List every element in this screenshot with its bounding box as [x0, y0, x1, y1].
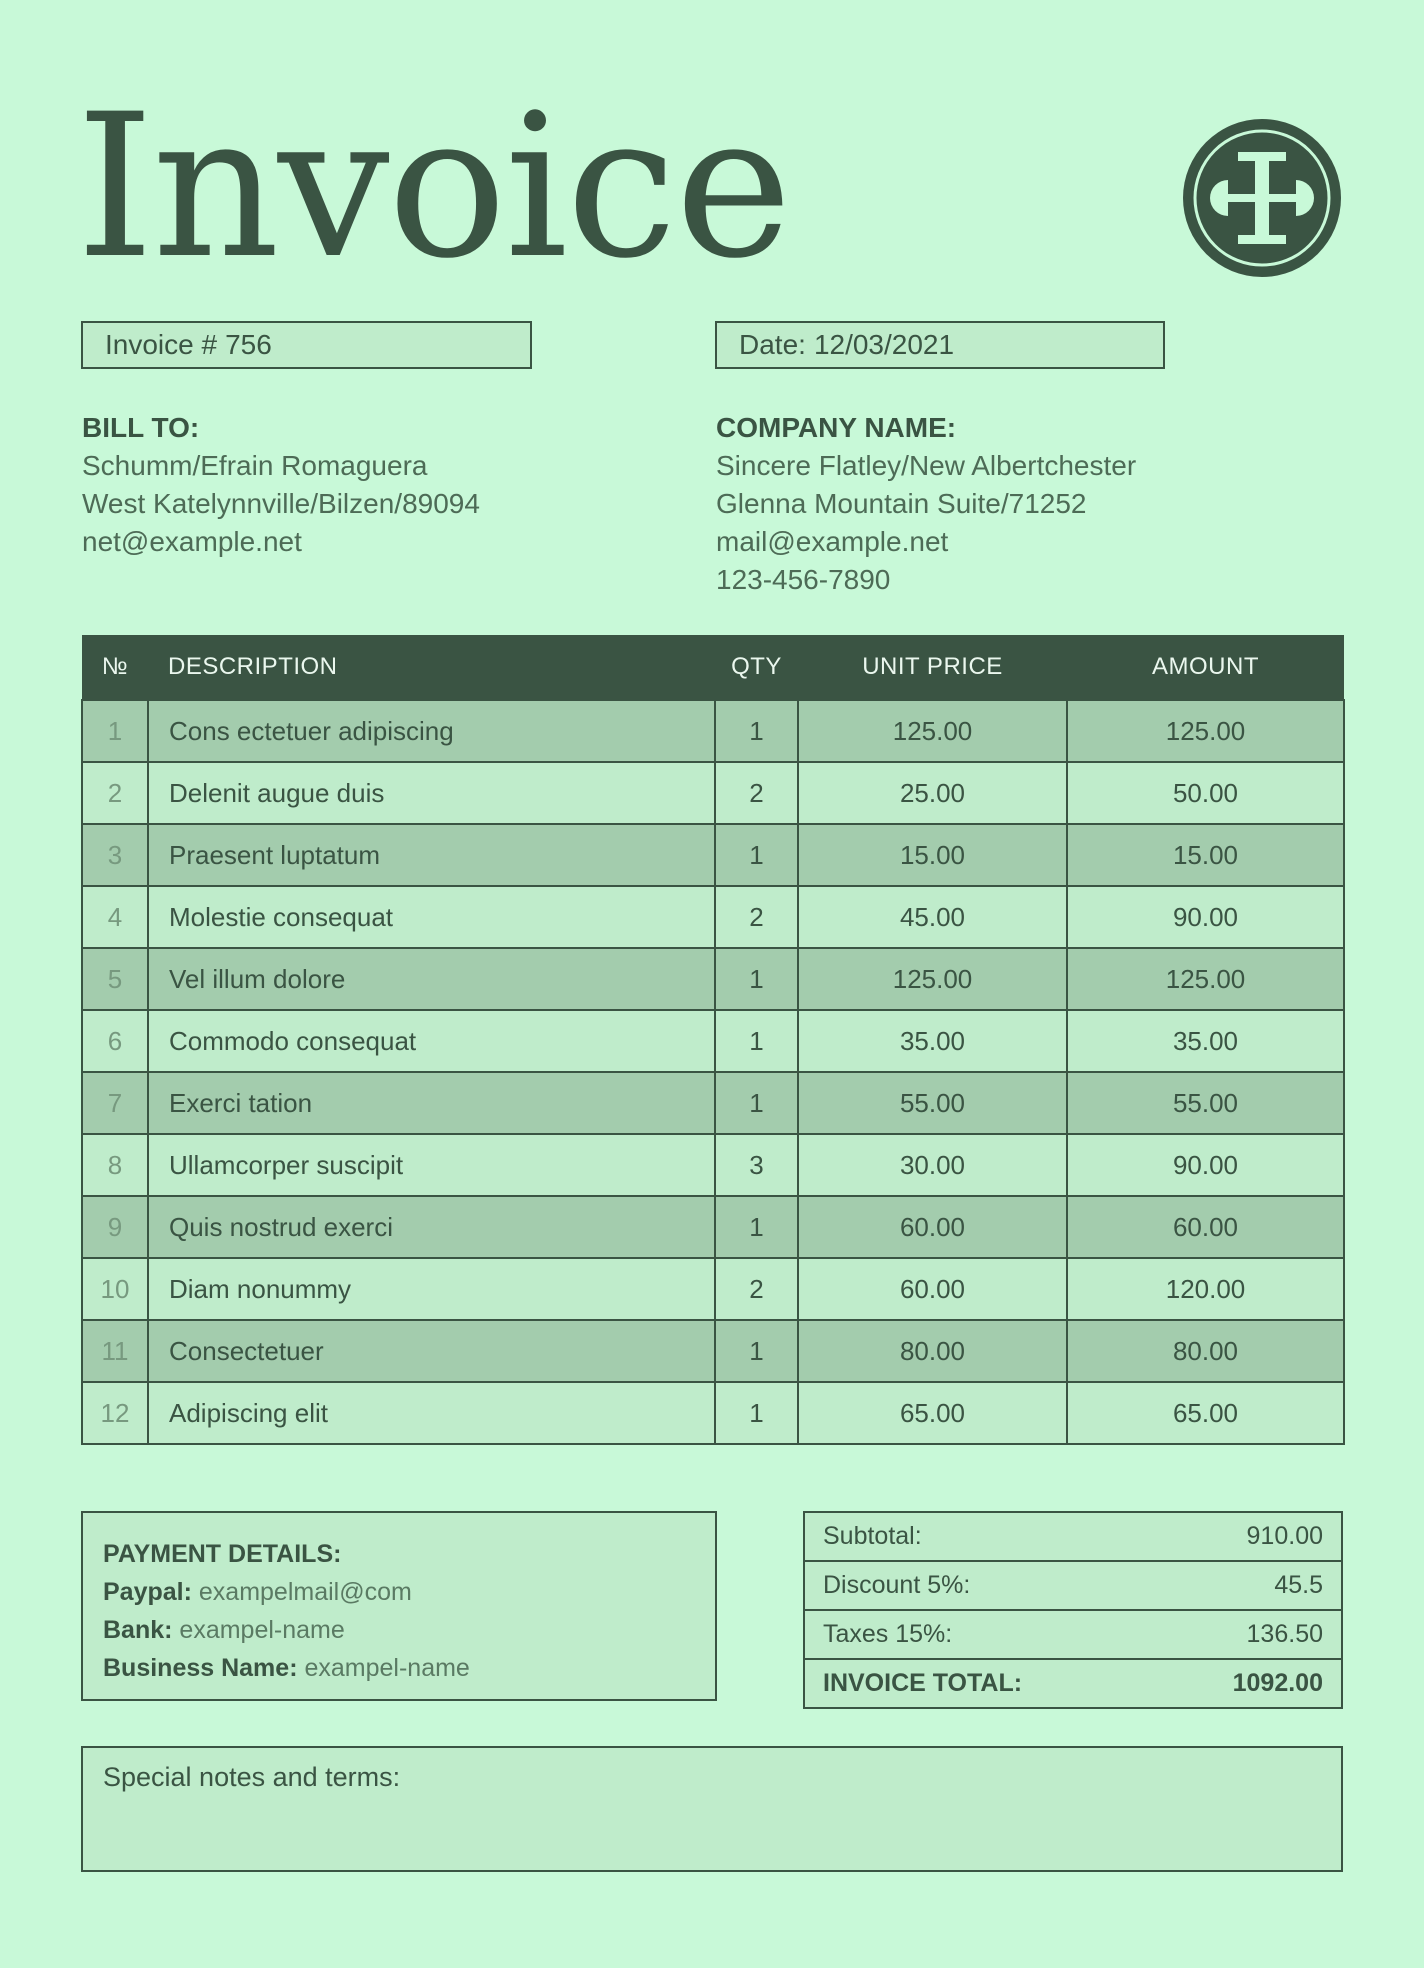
table-header-row: [82, 635, 1344, 700]
taxes-row: [804, 1610, 1342, 1659]
item-amount: 55.00: [1067, 1072, 1344, 1134]
table-row: [82, 1382, 1344, 1444]
table-row: [82, 948, 1344, 1010]
item-qty: 1: [715, 1010, 798, 1072]
bill-to-email: net@example.net: [82, 526, 302, 557]
totals-table: [803, 1511, 1343, 1709]
item-unit-price: 125.00: [798, 700, 1067, 762]
item-description: Exerci tation: [148, 1072, 715, 1134]
invoice-number-value: 756: [225, 329, 272, 360]
item-amount: 60.00: [1067, 1196, 1344, 1258]
item-number: 7: [82, 1072, 148, 1134]
item-qty: 1: [715, 1196, 798, 1258]
invoice-total-row: [804, 1659, 1342, 1708]
taxes-label: Taxes 15%:: [804, 1610, 1153, 1659]
item-qty: 1: [715, 1320, 798, 1382]
item-qty: 1: [715, 1382, 798, 1444]
item-qty: 1: [715, 824, 798, 886]
bill-to-line: West Katelynnville/Bilzen/89094: [82, 488, 480, 519]
item-number: 8: [82, 1134, 148, 1196]
bank-value: exampel-name: [179, 1616, 345, 1644]
business-value: exampel-name: [304, 1654, 470, 1682]
item-number: 6: [82, 1010, 148, 1072]
discount-label: Discount 5%:: [804, 1561, 1153, 1610]
subtotal-row: [804, 1512, 1342, 1561]
item-number: 5: [82, 948, 148, 1010]
item-unit-price: 35.00: [798, 1010, 1067, 1072]
item-number: 9: [82, 1196, 148, 1258]
item-unit-price: 125.00: [798, 948, 1067, 1010]
item-qty: 1: [715, 700, 798, 762]
item-amount: 65.00: [1067, 1382, 1344, 1444]
business-label: Business Name:: [103, 1654, 298, 1682]
bill-to-line: Schumm/Efrain Romaguera: [82, 450, 428, 481]
company-line: Sincere Flatley/New Albertchester: [716, 450, 1137, 481]
item-description: Delenit augue duis: [148, 762, 715, 824]
table-row: [82, 1258, 1344, 1320]
item-description: Consectetuer: [148, 1320, 715, 1382]
item-unit-price: 45.00: [798, 886, 1067, 948]
item-amount: 15.00: [1067, 824, 1344, 886]
item-number: 12: [82, 1382, 148, 1444]
item-unit-price: 15.00: [798, 824, 1067, 886]
col-header-amount: AMOUNT: [1067, 635, 1344, 700]
bill-to-block: [82, 409, 480, 561]
date-field: [715, 321, 1165, 369]
item-number: 10: [82, 1258, 148, 1320]
item-description: Diam nonummy: [148, 1258, 715, 1320]
scales-of-justice-icon: [1182, 118, 1342, 278]
paypal-label: Paypal:: [103, 1578, 192, 1606]
item-description: Adipiscing elit: [148, 1382, 715, 1444]
items-table: [81, 635, 1345, 1445]
col-header-number: №: [82, 635, 148, 700]
company-email: mail@example.net: [716, 526, 949, 557]
item-description: Cons ectetuer adipiscing: [148, 700, 715, 762]
table-row: [82, 1320, 1344, 1382]
item-number: 3: [82, 824, 148, 886]
item-amount: 90.00: [1067, 886, 1344, 948]
company-heading: COMPANY NAME:: [716, 412, 957, 443]
special-notes-box: [81, 1746, 1343, 1872]
table-row: [82, 824, 1344, 886]
item-amount: 50.00: [1067, 762, 1344, 824]
table-row: [82, 700, 1344, 762]
item-qty: 1: [715, 948, 798, 1010]
table-row: [82, 1134, 1344, 1196]
payment-heading: PAYMENT DETAILS:: [103, 1540, 342, 1568]
invoice-total-value: 1092.00: [1153, 1659, 1342, 1708]
table-row: [82, 886, 1344, 948]
bank-line: [103, 1611, 715, 1649]
discount-row: [804, 1561, 1342, 1610]
paypal-value: exampelmail@com: [198, 1578, 412, 1606]
item-unit-price: 80.00: [798, 1320, 1067, 1382]
item-amount: 125.00: [1067, 948, 1344, 1010]
paypal-line: [103, 1573, 715, 1611]
company-line: Glenna Mountain Suite/71252: [716, 488, 1087, 519]
col-header-unit-price: UNIT PRICE: [798, 635, 1067, 700]
item-description: Vel illum dolore: [148, 948, 715, 1010]
invoice-number-label: Invoice #: [105, 329, 218, 360]
item-description: Molestie consequat: [148, 886, 715, 948]
col-header-description: DESCRIPTION: [148, 635, 715, 700]
business-line: [103, 1649, 715, 1687]
bank-label: Bank:: [103, 1616, 173, 1644]
item-unit-price: 25.00: [798, 762, 1067, 824]
item-description: Praesent luptatum: [148, 824, 715, 886]
item-qty: 3: [715, 1134, 798, 1196]
taxes-value: 136.50: [1153, 1610, 1342, 1659]
item-unit-price: 60.00: [798, 1196, 1067, 1258]
item-amount: 80.00: [1067, 1320, 1344, 1382]
subtotal-value: 910.00: [1153, 1512, 1342, 1561]
table-row: [82, 1196, 1344, 1258]
item-unit-price: 60.00: [798, 1258, 1067, 1320]
discount-value: 45.5: [1153, 1561, 1342, 1610]
item-qty: 2: [715, 886, 798, 948]
invoice-total-label: INVOICE TOTAL:: [804, 1659, 1153, 1708]
item-unit-price: 65.00: [798, 1382, 1067, 1444]
item-description: Ullamcorper suscipit: [148, 1134, 715, 1196]
date-label: Date:: [739, 329, 806, 360]
date-value: 12/03/2021: [813, 329, 955, 360]
item-number: 2: [82, 762, 148, 824]
item-description: Quis nostrud exerci: [148, 1196, 715, 1258]
item-number: 4: [82, 886, 148, 948]
item-qty: 2: [715, 1258, 798, 1320]
table-row: [82, 1072, 1344, 1134]
item-amount: 35.00: [1067, 1010, 1344, 1072]
item-unit-price: 30.00: [798, 1134, 1067, 1196]
item-amount: 120.00: [1067, 1258, 1344, 1320]
item-qty: 2: [715, 762, 798, 824]
item-number: 1: [82, 700, 148, 762]
bill-to-heading: BILL TO:: [82, 412, 200, 443]
special-notes-label: Special notes and terms:: [103, 1762, 401, 1792]
invoice-number-field: [81, 321, 532, 369]
invoice-title: Invoice: [76, 71, 791, 302]
item-qty: 1: [715, 1072, 798, 1134]
item-description: Commodo consequat: [148, 1010, 715, 1072]
item-number: 11: [82, 1320, 148, 1382]
table-row: [82, 762, 1344, 824]
item-unit-price: 55.00: [798, 1072, 1067, 1134]
subtotal-label: Subtotal:: [804, 1512, 1153, 1561]
table-row: [82, 1010, 1344, 1072]
payment-details: [81, 1511, 717, 1701]
company-block: [716, 409, 1136, 599]
item-amount: 125.00: [1067, 700, 1344, 762]
item-amount: 90.00: [1067, 1134, 1344, 1196]
col-header-qty: QTY: [715, 635, 798, 700]
company-phone: 123-456-7890: [716, 564, 891, 595]
